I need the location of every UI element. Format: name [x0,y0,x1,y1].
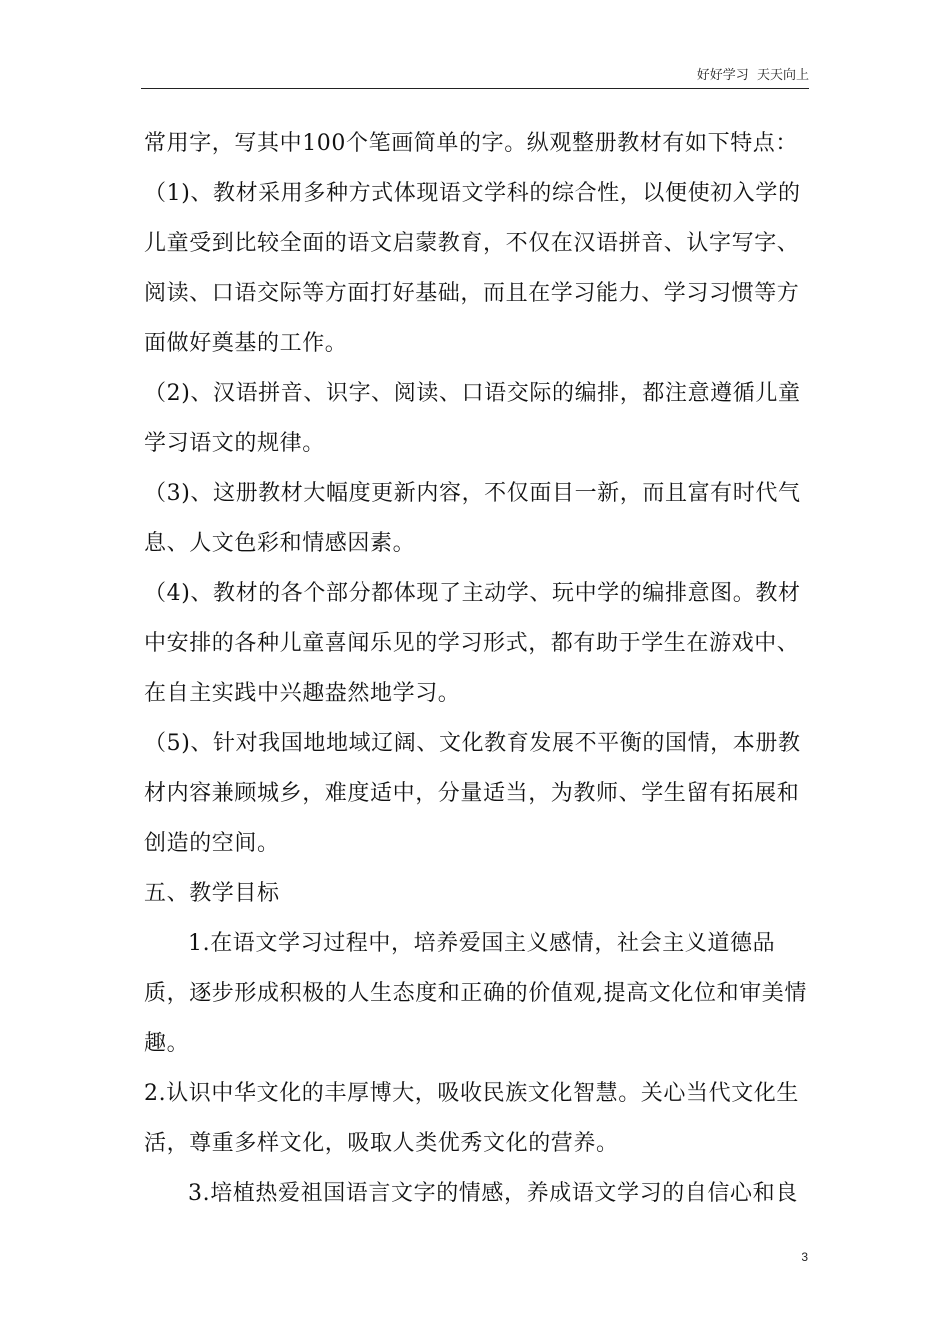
text-line: 中安排的各种儿童喜闻乐见的学习形式，都有助于学生在游戏中、 [144,631,800,656]
text-line: （4)、教材的各个部分都体现了主动学、玩中学的编排意图。教材 [144,581,801,606]
text-line: 2.认识中华文化的丰厚博大，吸收民族文化智慧。关心当代文化生 [144,1081,799,1106]
section-heading: 五、教学目标 [144,881,280,906]
text-line: 在自主实践中兴趣盎然地学习。 [144,681,461,706]
text-line: 面做好奠基的工作。 [144,331,348,356]
header-rule [141,88,809,89]
page-number: 3 [801,1250,808,1264]
text-line: 学习语文的规律。 [144,431,325,456]
text-line: 1.在语文学习过程中，培养爱国主义感情，社会主义道德品 [188,931,776,956]
text-line: 常用字，写其中100个笔画简单的字。纵观整册教材有如下特点： [144,131,798,156]
text-line: 息、人文色彩和情感因素。 [144,531,416,556]
text-line: （2)、汉语拼音、识字、阅读、口语交际的编排，都注意遵循儿童 [144,381,801,406]
document-body [144,119,808,1219]
header-text: 好好学习 天天向上 [696,68,809,83]
text-line: （3)、这册教材大幅度更新内容，不仅面目一新，而且富有时代气 [144,481,801,506]
text-line: 创造的空间。 [144,831,280,856]
text-line: 3.培植热爱祖国语言文字的情感，养成语文学习的自信心和良 [188,1181,798,1206]
text-line: 质，逐步形成积极的人生态度和正确的价值观,提高文化位和审美情 [144,981,807,1006]
text-line: 趣。 [144,1031,190,1056]
text-line: 儿童受到比较全面的语文启蒙教育，不仅在汉语拼音、认字写字、 [144,231,800,256]
text-line: （1)、教材采用多种方式体现语文学科的综合性，以便使初入学的 [144,181,801,206]
text-line: （5)、针对我国地地域辽阔、文化教育发展不平衡的国情，本册教 [144,731,801,756]
text-line: 材内容兼顾城乡，难度适中，分量适当，为教师、学生留有拓展和 [144,781,800,806]
text-line: 阅读、口语交际等方面打好基础，而且在学习能力、学习习惯等方 [144,281,800,306]
text-line: 活，尊重多样文化，吸取人类优秀文化的营养。 [144,1131,619,1156]
